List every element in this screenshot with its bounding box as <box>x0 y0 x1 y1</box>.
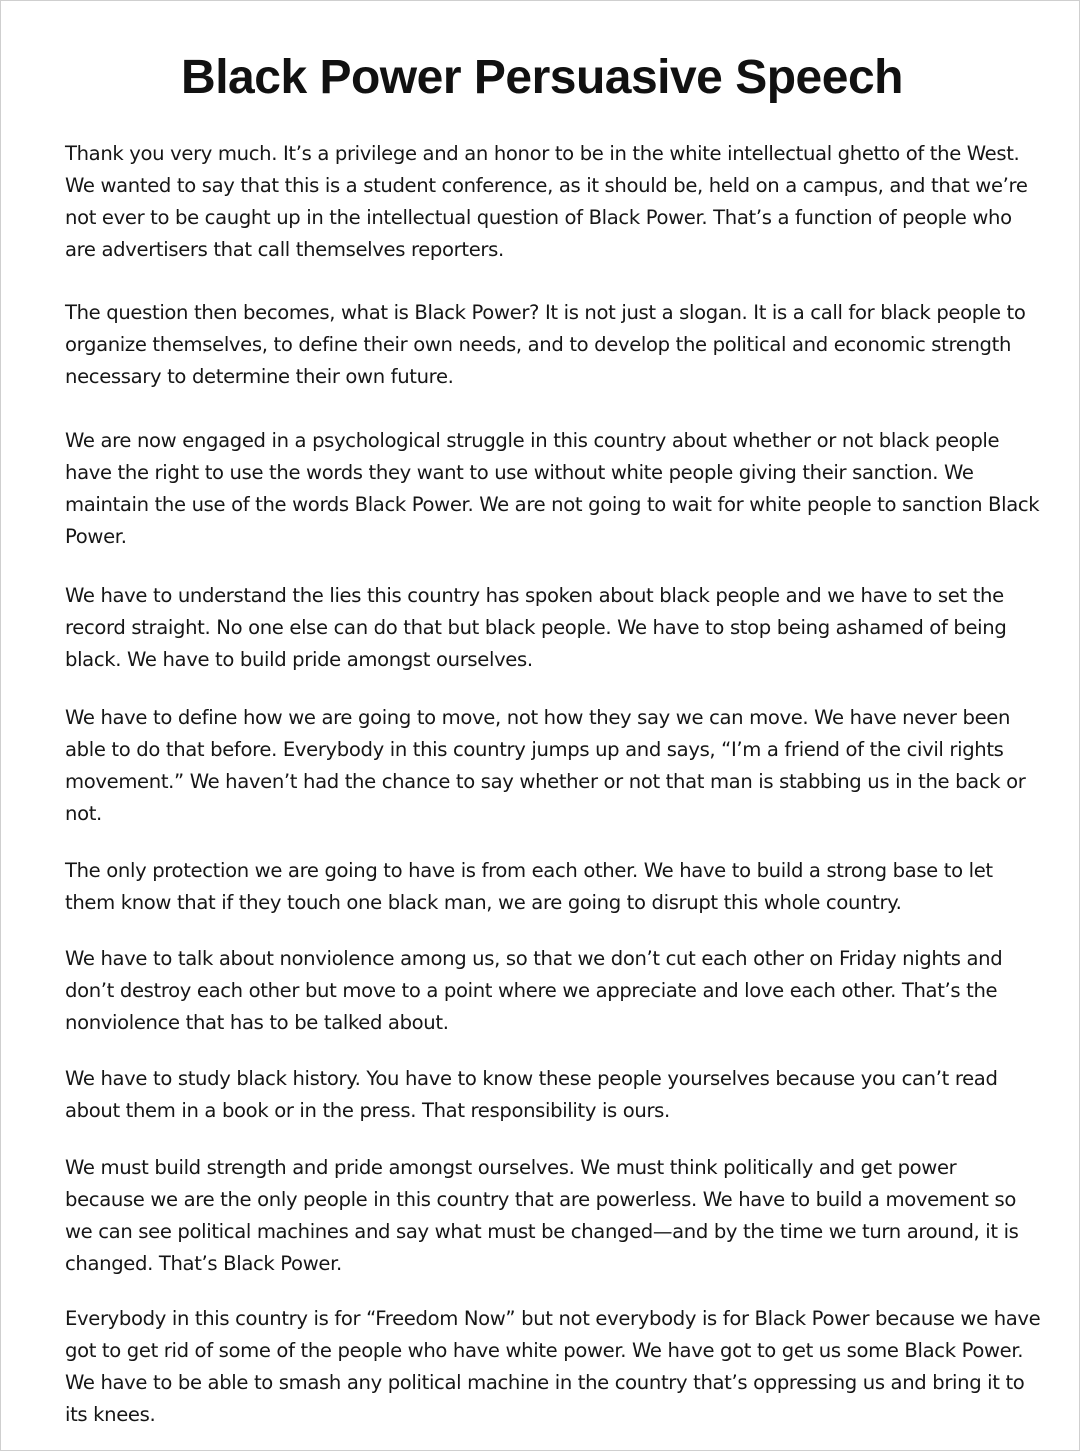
paragraph-1: Thank you very much. It’s a privilege and an honor to be in the white intellectual ghetto of the West. We wanted to say that this is a student conference, as it should be, held on a campus, and that we’re not ever to be caught up in the intellectual question of Black Power. That’s a function of people who are advertisers that call themselves reporters. <box>65 142 1028 261</box>
document-title: Black Power Persuasive Speech <box>181 51 903 104</box>
paragraph-6: The only protection we are going to have is from each other. We have to build a strong base to let them know that if they touch one black man, we are going to disrupt this whole country. <box>65 859 993 914</box>
paragraph-4: We have to understand the lies this country has spoken about black people and we have to set the record straight. No one else can do that but black people. We have to stop being ashamed of being black. We have to build pride amongst ourselves. <box>65 584 1007 671</box>
paragraph-8: We have to study black history. You have to know these people yourselves because you can’t read about them in a book or in the press. That responsibility is ours. <box>65 1067 998 1122</box>
paragraph-5: We have to define how we are going to move, not how they say we can move. We have never been able to do that before. Everybody in this country jumps up and says, “I’m a friend of the civil rights movement.” We haven’t had the chance to say whether or not that man is stabbing us in the back or not. <box>65 706 1026 825</box>
paragraph-3: We are now engaged in a psychological struggle in this country about whether or not black people have the right to use the words they want to use without white people giving their sanction. We maintain the use of the words Black Power. We are not going to wait for white people to sanction Black Power. <box>65 429 1040 548</box>
paragraph-10: Everybody in this country is for “Freedom Now” but not everybody is for Black Power because we have got to get rid of some of the people who have white power. We have got to get us some Black Power. We have to be able to smash any political machine in the country that’s oppressing us and bring it to its knees. <box>65 1307 1041 1426</box>
paragraph-7: We have to talk about nonviolence among us, so that we don’t cut each other on Friday nights and don’t destroy each other but move to a point where we appreciate and love each other. That’s the nonviolence that has to be talked about. <box>65 947 1003 1034</box>
document-body <box>65 138 1041 1431</box>
paragraph-9: We must build strength and pride amongst ourselves. We must think politically and get power because we are the only people in this country that are powerless. We have to build a movement so we can see political machines and say what must be changed—and by the time we turn around, it is changed. That’s Black Power. <box>65 1156 1019 1275</box>
paragraph-2: The question then becomes, what is Black Power? It is not just a slogan. It is a call for black people to organize themselves, to define their own needs, and to develop the political and economic strength necessary to determine their own future. <box>65 301 1026 388</box>
